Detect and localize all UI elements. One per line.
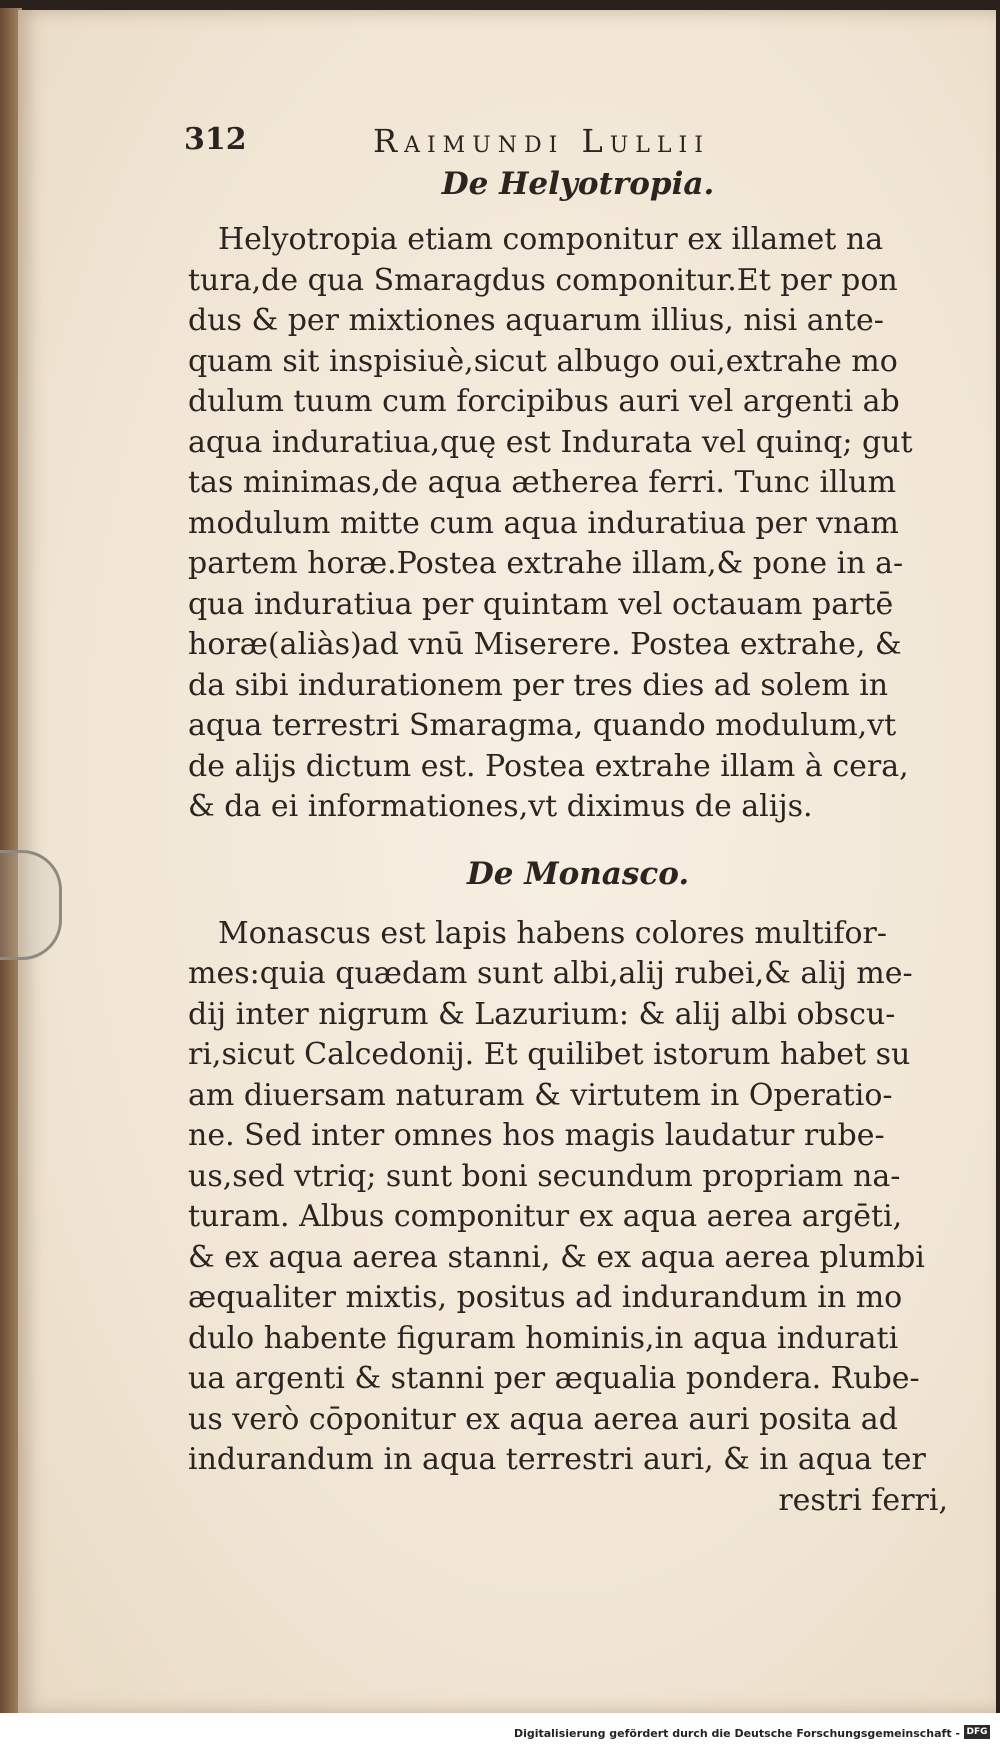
text-line: am diuersam naturam & virtutem in Operatio- (188, 1077, 893, 1113)
text-line: ri,sicut Calcedonij. Et quilibet istorum habet su (188, 1037, 911, 1072)
text-line: aqua induratiua,quę est Indurata vel quinq; gut (188, 424, 913, 460)
dfg-logo: DFG (964, 1725, 990, 1739)
text-line: ne. Sed inter omnes hos magis laudatur rube- (188, 1118, 885, 1153)
book-page (18, 10, 996, 1713)
text-line: dulum tuum cum forcipibus auri vel argenti ab (188, 384, 900, 419)
text-line: us,sed vtriq; sunt boni secundum propriam na- (188, 1158, 901, 1194)
section-body-monasco (188, 914, 968, 1522)
text-line: qua induratiua per quintam vel octauam partē (188, 586, 894, 622)
text-line: & ex aqua aerea stanni, & ex aqua aerea plumbi (188, 1239, 925, 1275)
digitization-credit: Digitalisierung gefördert durch die Deutsche Forschungsgemeinschaft - (513, 1727, 960, 1740)
text-line: horæ(aliàs)ad vnū Miserere. Postea extrahe, & (188, 627, 902, 662)
text-line: Monascus est lapis habens colores multifor- (218, 915, 888, 951)
text-line: partem horæ.Postea extrahe illam,& pone in a- (188, 546, 904, 581)
text-line: tura,de qua Smaragdus componitur.Et per pon (188, 262, 898, 298)
section-title-helyotropia: De Helyotropia. (441, 166, 715, 202)
book-clasp (0, 850, 62, 960)
text-line: quam sit inspisiuè,sicut albugo oui,extrahe mo (188, 343, 898, 379)
text-line: modulum mitte cum aqua induratiua per vnam (188, 505, 899, 541)
text-line: ua argenti & stanni per æqualia pondera. Rube- (188, 1361, 920, 1396)
page-number: 312 (184, 122, 247, 157)
text-line: dulo habente figuram hominis,in aqua indurati (188, 1320, 899, 1356)
running-head-title: Raimundi Lullii (373, 122, 710, 160)
text-line: tas minimas,de aqua ætherea ferri. Tunc illum (188, 465, 897, 500)
text-line: dus & per mixtiones aquarum illius, nisi ante- (188, 303, 884, 338)
text-line: mes:quia quædam sunt albi,alij rubei,& alij me- (188, 956, 913, 991)
page-content (184, 110, 968, 1521)
section-title-monasco: De Monasco. (466, 855, 690, 892)
text-line: aqua terrestri Smaragma, quando modulum,vt (188, 708, 897, 743)
text-line: de alijs dictum est. Postea extrahe illam à cera, (188, 748, 909, 784)
text-line: da sibi indurationem per tres dies ad solem in (188, 667, 889, 703)
text-line: Helyotropia etiam componitur ex illamet na (218, 222, 884, 257)
text-line: dij inter nigrum & Lazurium: & alij albi obscu- (188, 996, 896, 1032)
text-line: us verò cōponitur ex aqua aerea auri posita ad (188, 1401, 898, 1437)
text-line: indurandum in aqua terrestri auri, & in aqua ter (188, 1442, 926, 1477)
running-head (184, 110, 968, 160)
text-line: turam. Albus componitur ex aqua aerea argēti, (188, 1199, 903, 1234)
text-line: & da ei informationes,vt diximus de alijs. (188, 789, 813, 824)
text-line-catchword: restri ferri, (778, 1482, 948, 1518)
footer-bar (0, 1713, 1000, 1749)
text-line: æqualiter mixtis, positus ad indurandum in mo (188, 1280, 903, 1315)
section-body-helyotropia (188, 220, 968, 828)
